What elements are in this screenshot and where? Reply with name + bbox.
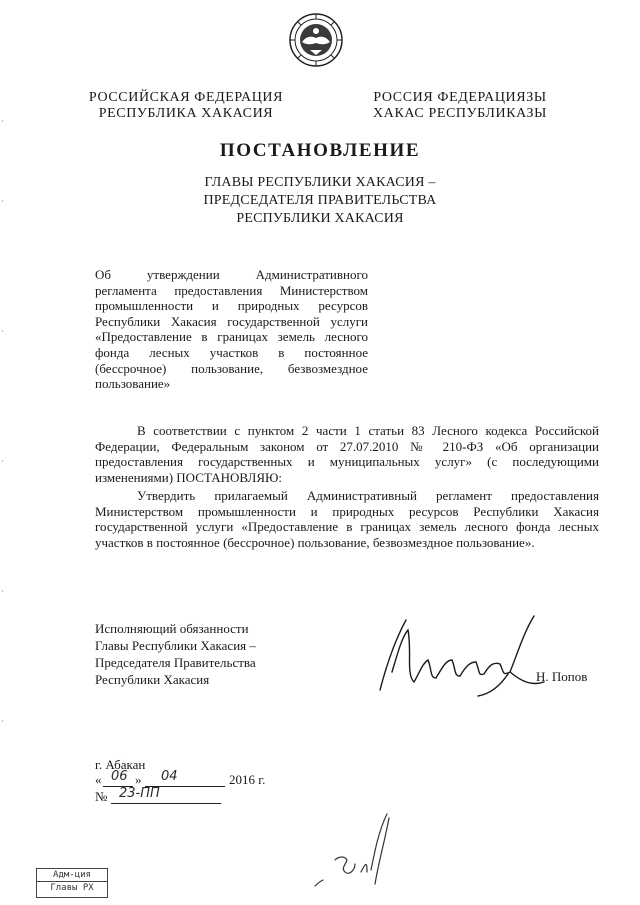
- date-open-quote: «: [95, 772, 102, 787]
- document-subtitle: [0, 174, 640, 228]
- paragraph-line: участков в постоянное (бессрочное) пользование, безвозмездное пользование».: [95, 534, 535, 550]
- subject-line: Об утверждении Административного: [95, 267, 368, 282]
- header-right-line-2: ХАКАС РЕСПУБЛИКАЗЫ: [373, 106, 547, 121]
- subject-line: Республики Хакасия государственной услуги: [95, 313, 368, 329]
- handwritten-mark: [305, 810, 415, 890]
- signatory-title: [95, 620, 256, 688]
- paragraph-line: государственной услуги «Предоставление в границах земель лесного фонда лесных: [95, 519, 599, 535]
- subtitle-line-3: РЕСПУБЛИКИ ХАКАСИЯ: [236, 211, 404, 226]
- paragraph-line: Федерации, Федеральным законом от 27.07.2010 № 210-ФЗ «Об организации: [95, 438, 599, 454]
- subject-line: (бессрочное) пользование, безвозмездное: [95, 360, 368, 376]
- stamp-line-1: Адм-ция: [53, 870, 91, 880]
- signatory-name: Н. Попов: [536, 669, 588, 684]
- signatory-line: Главы Республики Хакасия –: [95, 638, 256, 653]
- header-right-block: [360, 90, 560, 122]
- signatory-line: Исполняющий обязанности: [95, 621, 249, 636]
- date-month-underline: [145, 772, 225, 787]
- number-prefix: №: [95, 789, 108, 804]
- paragraph-line: предоставления государственных и муниципальных услуг» (с последующими: [95, 454, 599, 470]
- document-number: [95, 786, 295, 807]
- header-left-line-2: РЕСПУБЛИКА ХАКАСИЯ: [98, 106, 274, 121]
- subject-line: пользование»: [95, 376, 171, 392]
- number-handwritten: 23-ПП: [119, 786, 160, 801]
- header-right-line-1: РОССИЯ ФЕДЕРАЦИЯЗЫ: [373, 90, 547, 105]
- registration-stamp: [36, 868, 108, 898]
- scan-edge-marks: [0, 0, 8, 905]
- paragraph-line: В соответствии с пунктом 2 части 1 статьи 83 Лесного кодекса Российской: [137, 423, 599, 438]
- handwritten-signature: [372, 612, 547, 697]
- signatory-line: Председателя Правительства: [95, 655, 256, 670]
- subject-line: промышленности и природных ресурсов: [95, 298, 368, 314]
- paragraph-line: Министерством промышленности и природных ресурсов Республики Хакасия: [95, 503, 599, 519]
- subject-line: «Предоставление в границах земель лесного: [95, 329, 368, 345]
- place-of-issue: г. Абакан: [95, 757, 146, 772]
- paragraph-line: Утвердить прилагаемый Административный регламент предоставления: [137, 488, 599, 503]
- date-year: 2016 г.: [229, 772, 266, 787]
- signatory-line: Республики Хакасия: [95, 672, 210, 687]
- paragraph-resolution: [95, 488, 599, 550]
- subtitle-line-1: ГЛАВЫ РЕСПУБЛИКИ ХАКАСИЯ –: [204, 175, 436, 190]
- date-day-handwritten: 06: [111, 769, 128, 784]
- stamp-line-2: Главы РХ: [37, 881, 107, 894]
- document-title: ПОСТАНОВЛЕНИЕ: [219, 140, 421, 161]
- header-left-line-1: РОССИЙСКАЯ ФЕДЕРАЦИЯ: [88, 90, 284, 105]
- paragraph-legal-basis: [95, 423, 599, 485]
- subject-line: фонда лесных участков в постоянное: [95, 344, 368, 360]
- subject-block: [95, 267, 368, 392]
- paragraph-line: изменениями) ПОСТАНОВЛЯЮ:: [95, 469, 282, 485]
- date-close-quote: »: [135, 772, 142, 787]
- header-left-block: [86, 90, 286, 122]
- coat-of-arms-emblem-icon: [288, 12, 344, 68]
- subtitle-line-2: ПРЕДСЕДАТЕЛЯ ПРАВИТЕЛЬСТВА: [203, 193, 437, 208]
- subject-line: регламента предоставления Министерством: [95, 282, 368, 298]
- date-month-handwritten: 04: [161, 769, 178, 784]
